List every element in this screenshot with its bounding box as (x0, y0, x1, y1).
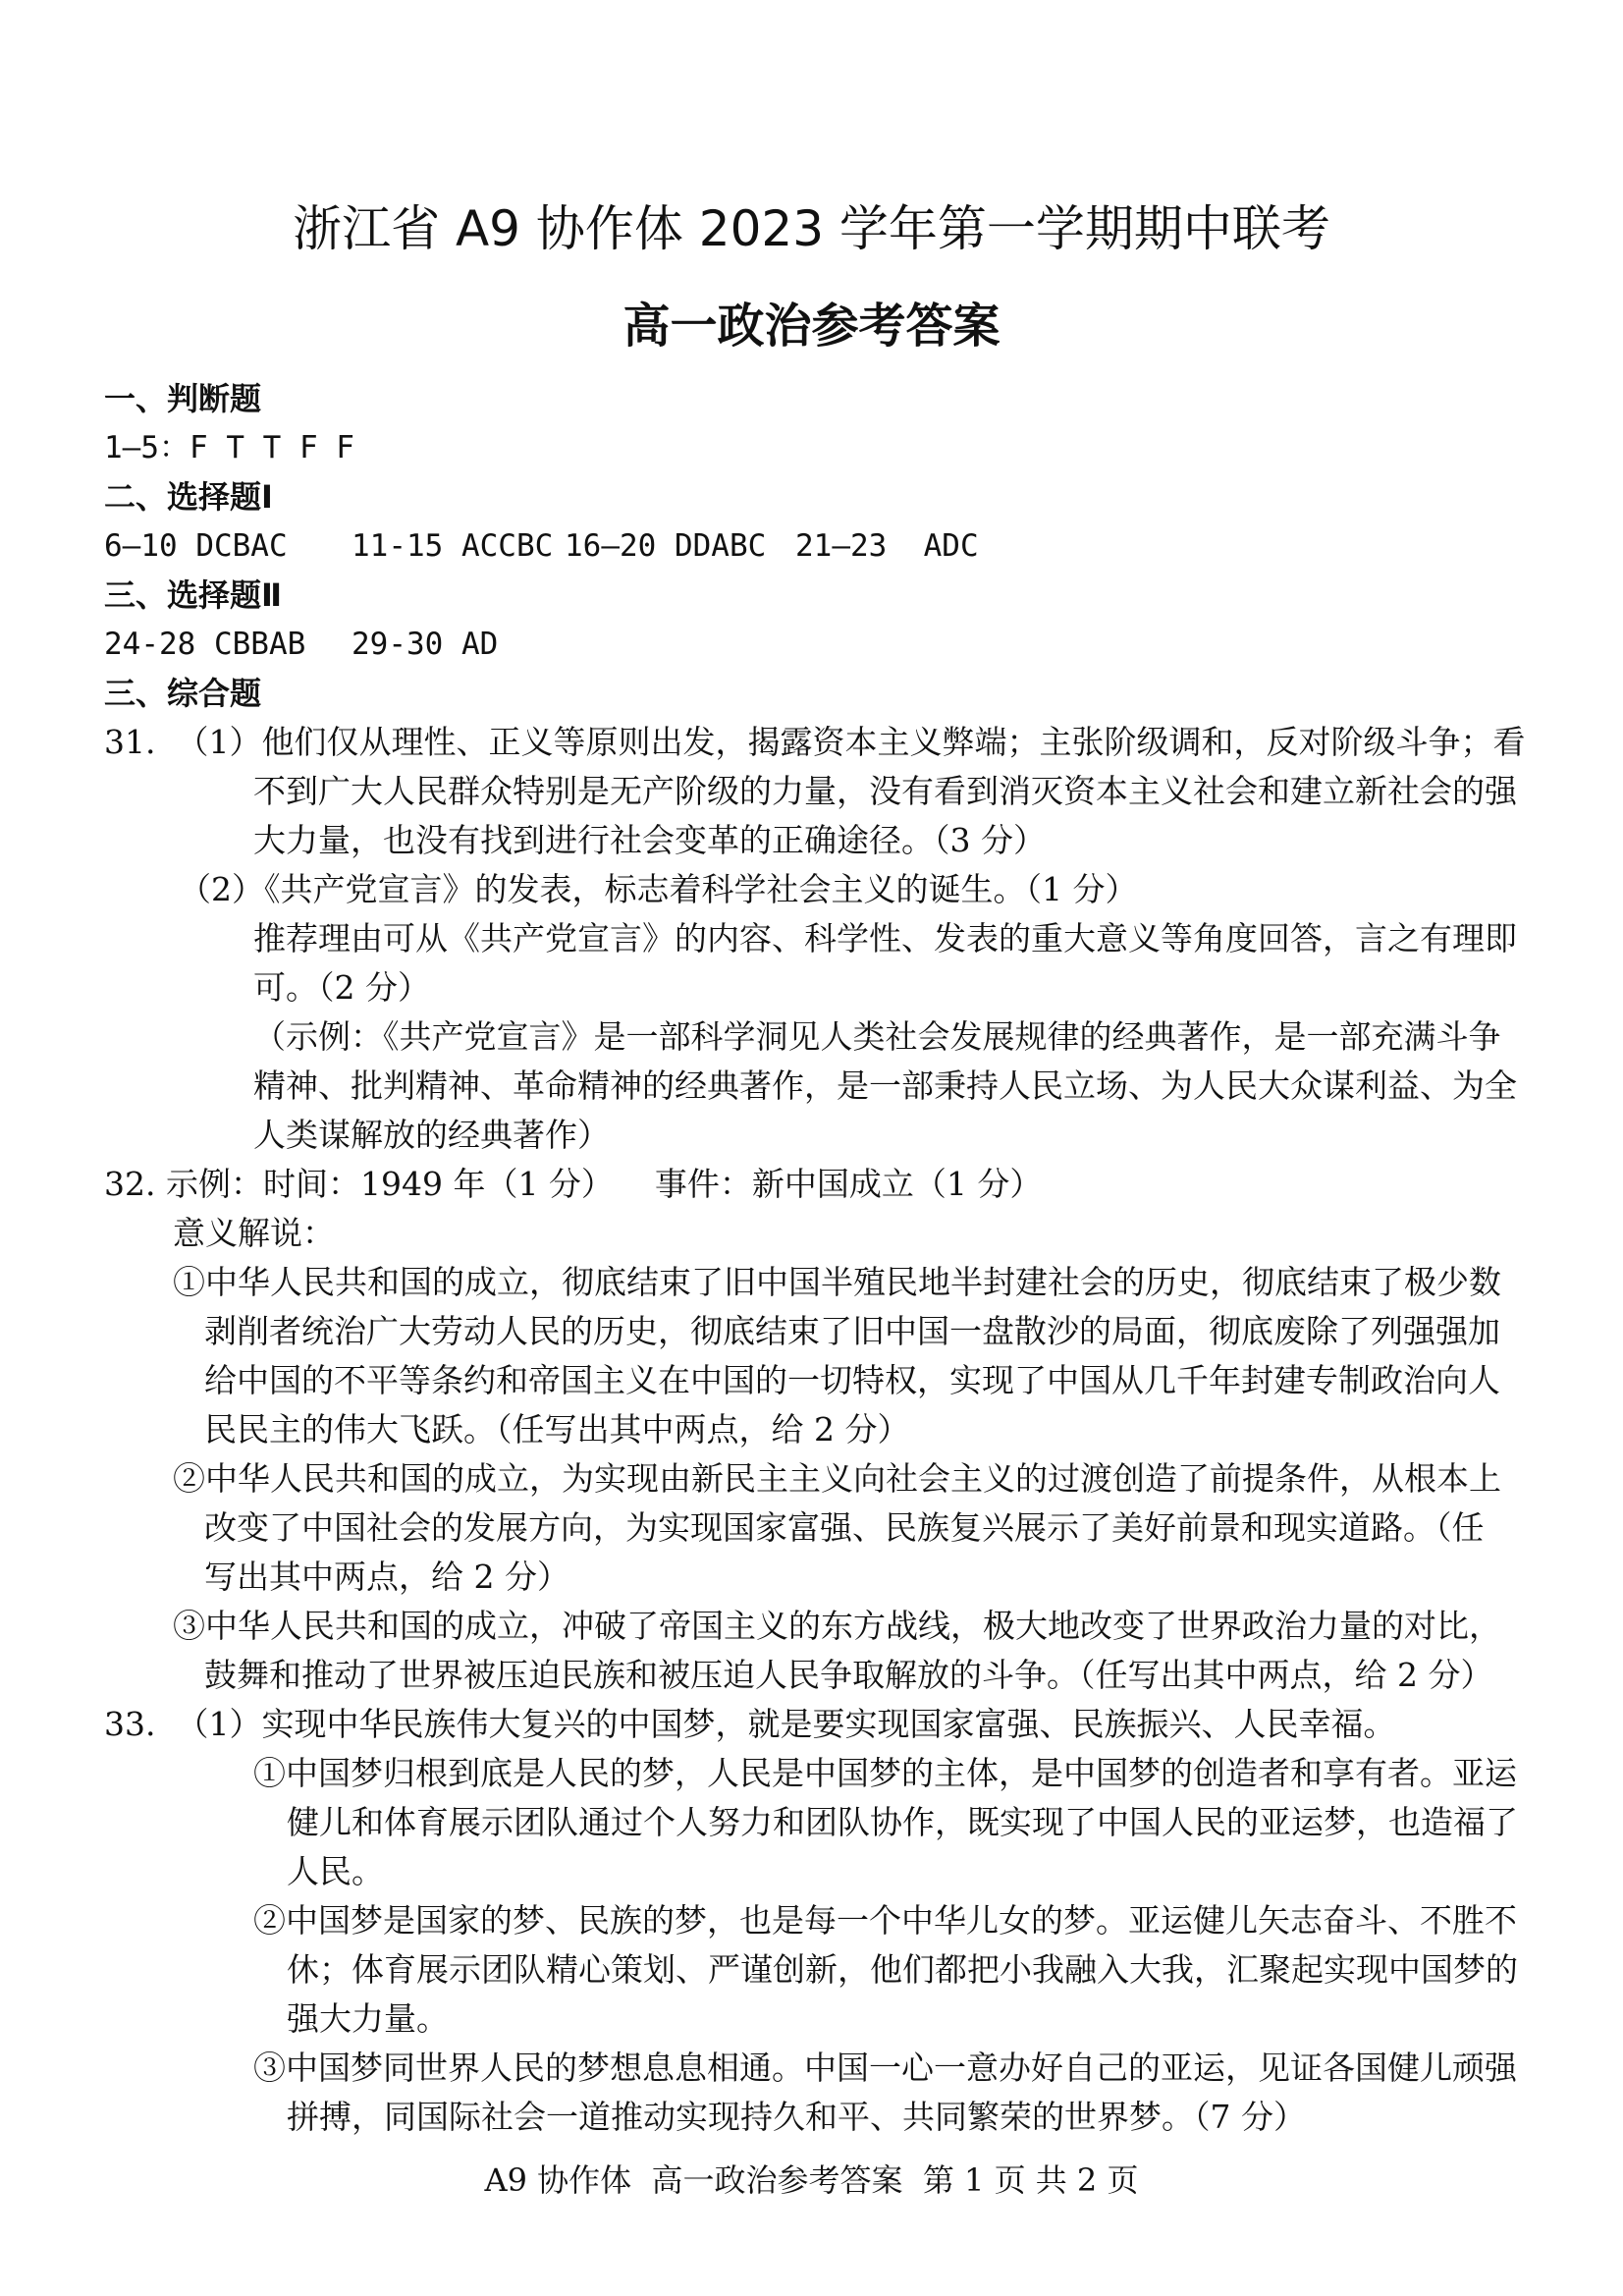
answer-group: 16—20 DDABC (565, 528, 767, 564)
page-subtitle: 高一政治参考答案 (622, 299, 1001, 354)
q31-line: （示例：《共产党宣言》是一部科学洞见人类社会发展规律的经典著作，是一部充满斗争 (253, 1017, 1501, 1056)
q32-line: 民民主的伟大飞跃。（任写出其中两点，给 2 分） (204, 1410, 910, 1449)
answer-group: 24-28 CBBAB (104, 627, 306, 662)
q33-line: ③中国梦同世界人民的梦想息息相通。中国一心一意办好自己的亚运，见证各国健儿顽强 (253, 2049, 1517, 2087)
q33-line: 健儿和体育展示团队通过个人努力和团队协作，既实现了中国人民的亚运梦，也造福了 (287, 1803, 1518, 1841)
q32-line: ②中华人民共和国的成立，为实现由新民主主义向社会主义的过渡创造了前提条件，从根本上 (173, 1459, 1501, 1498)
q31-line: 大力量，也没有找到进行社会变革的正确途径。（3 分） (253, 821, 1046, 859)
q32-line: 给中国的不平等条约和帝国主义在中国的一切特权，实现了中国从几千年封建专制政治向人 (204, 1361, 1500, 1399)
q32-line: 改变了中国社会的发展方向，为实现国家富强、民族复兴展示了美好前景和现实道路。（任 (204, 1508, 1485, 1547)
q33-line: ①中国梦归根到底是人民的梦，人民是中国梦的主体，是中国梦的创造者和享有者。亚运 (253, 1754, 1517, 1792)
q31-line: （2）《共产党宣言》的发表，标志着科学社会主义的诞生。（1 分） (179, 870, 1138, 908)
q32-line: ③中华人民共和国的成立，冲破了帝国主义的东方战线，极大地改变了世界政治力量的对比， (173, 1607, 1501, 1645)
answer-group: 21—23 ADC (795, 528, 979, 564)
page-title: 浙江省 A9 协作体 2023 学年第一学期期中联考 (293, 200, 1330, 257)
answer-line: 1—5：F T T F F (104, 430, 354, 465)
section-heading-comprehensive: 三、综合题 (104, 675, 262, 712)
section-heading-choice-2: 三、选择题Ⅱ (104, 576, 283, 614)
page-footer: A9 协作体 高一政治参考答案 第 1 页 共 2 页 (484, 2161, 1139, 2199)
q33-line: 拼搏，同国际社会一道推动实现持久和平、共同繁荣的世界梦。（7 分） (287, 2098, 1306, 2136)
answer-group: 29-30 AD (352, 627, 499, 662)
q31-line: 31. （1）他们仅从理性、正义等原则出发，揭露资本主义弊端；主张阶级调和，反对阶级斗争；看 (104, 723, 1526, 761)
q33-line: 33. （1）实现中华民族伟大复兴的中国梦，就是要实现国家富强、民族振兴、人民幸福。 (104, 1705, 1396, 1743)
q32-line: ①中华人民共和国的成立，彻底结束了旧中国半殖民地半封建社会的历史，彻底结束了极少数 (173, 1263, 1501, 1301)
section-heading-choice-1: 二、选择题Ⅰ (104, 478, 273, 516)
q31-line: 人类谋解放的经典著作） (253, 1116, 610, 1154)
q32-line: 意义解说： (173, 1214, 335, 1252)
q31-line: 可。（2 分） (253, 968, 430, 1007)
q32-line: 写出其中两点，给 2 分） (204, 1558, 569, 1596)
q32-line: 鼓舞和推动了世界被压迫民族和被压迫人民争取解放的斗争。（任写出其中两点，给 2 分） (204, 1656, 1493, 1694)
answer-group: 11-15 ACCBC (352, 528, 554, 564)
q33-line: ②中国梦是国家的梦、民族的梦，也是每一个中华儿女的梦。亚运健儿矢志奋斗、不胜不 (253, 1901, 1517, 1940)
section-heading-true-false: 一、判断题 (104, 380, 262, 417)
q33-line: 人民。 (287, 1852, 384, 1890)
q32-line: 32. 示例：时间：1949 年（1 分） 事件：新中国成立（1 分） (104, 1165, 1043, 1203)
q31-line: 精神、批判精神、革命精神的经典著作，是一部秉持人民立场、为人民大众谋利益、为全 (253, 1066, 1517, 1105)
answer-group: 6—10 DCBAC (104, 528, 288, 564)
q33-line: 休；体育展示团队精心策划、严谨创新，他们都把小我融入大我，汇聚起实现中国梦的 (287, 1950, 1518, 1989)
q33-line: 强大力量。 (287, 1999, 449, 2038)
q31-line: 不到广大人民群众特别是无产阶级的力量，没有看到消灭资本主义社会和建立新社会的强 (253, 772, 1517, 810)
q31-line: 推荐理由可从《共产党宣言》的内容、科学性、发表的重大意义等角度回答，言之有理即 (253, 919, 1517, 957)
q32-line: 剥削者统治广大劳动人民的历史，彻底结束了旧中国一盘散沙的局面，彻底废除了列强强加 (204, 1312, 1500, 1350)
